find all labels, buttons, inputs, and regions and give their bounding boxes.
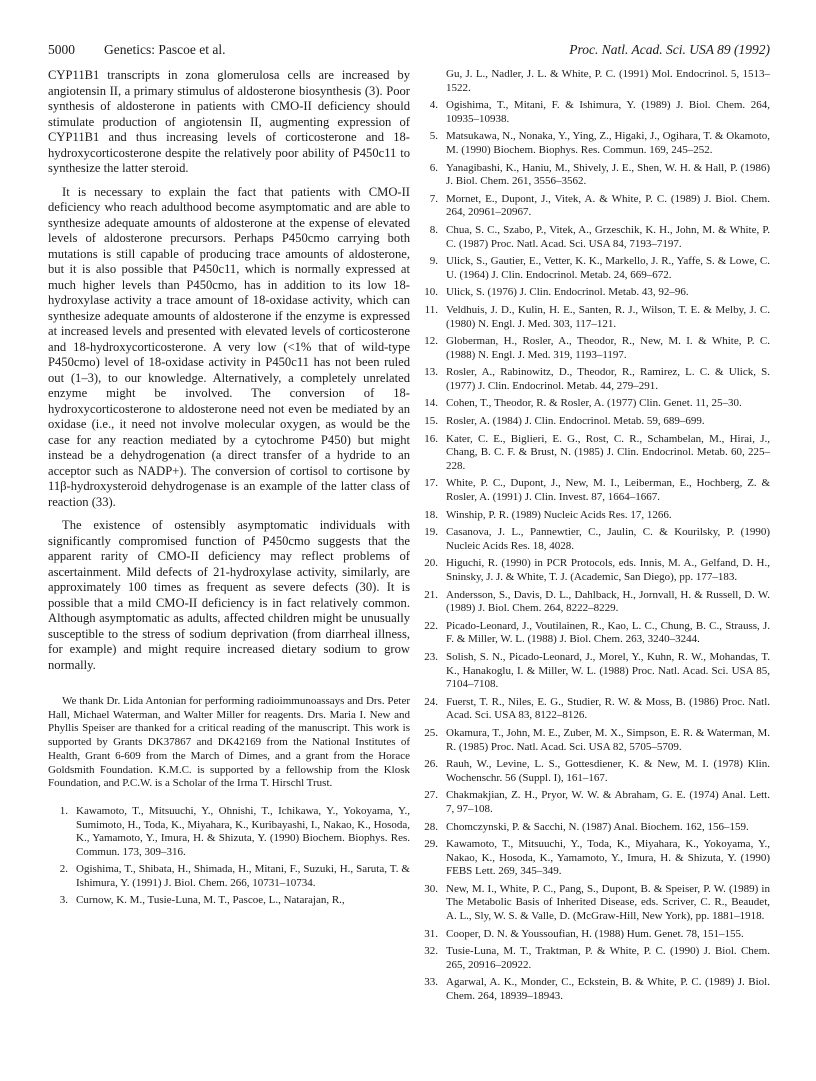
reference-number: 12. [424, 335, 438, 348]
reference-item [418, 477, 770, 504]
reference-number: 28. [424, 820, 438, 833]
reference-number: 16. [424, 432, 438, 445]
reference-item [418, 193, 770, 220]
reference-text: Matsukawa, N., Nonaka, Y., Ying, Z., Higaki, J., Ogihara, T. & Okamoto, M. (1990) Biochem. Biophys. Res. Commun. 169, 245–252. [446, 130, 770, 156]
reference-number: 11. [424, 303, 438, 316]
reference-item [418, 304, 770, 331]
reference-text: Mornet, E., Dupont, J., Vitek, A. & White, P. C. (1989) J. Biol. Chem. 264, 20961–20967. [446, 192, 770, 219]
reference-item [418, 758, 770, 785]
reference-item [418, 928, 770, 942]
reference-text: Ogishima, T., Shibata, H., Shimada, H., Mitani, F., Suzuki, H., Saruta, T. & Ishimura, Y. (1991) J. Biol. Chem. 266, 10731–10734. [76, 863, 410, 889]
reference-text: Cooper, D. N. & Youssoufian, H. (1988) Hum. Genet. 78, 151–155. [446, 927, 744, 940]
right-column [418, 68, 770, 1008]
reference-item [418, 945, 770, 972]
reference-number: 13. [424, 366, 438, 379]
reference-text: White, P. C., Dupont, J., New, M. I., Leiberman, E., Hochberg, Z. & Rosler, A. (1991) J. Clin. Invest. 87, 1664–1667. [446, 477, 770, 504]
reference-text: Rosler, A. (1984) J. Clin. Endocrinol. Metab. 59, 689–699. [446, 415, 705, 428]
reference-text: Ulick, S., Gautier, E., Vetter, K. K., Markello, J. R., Yaffe, S. & Lowe, C. U. (1964) J. Clin. Endocrinol. Metab. 24, 669–672. [446, 255, 770, 281]
reference-list [418, 99, 770, 1003]
reference-text: Veldhuis, J. D., Kulin, H. E., Santen, R. J., Wilson, T. E. & Melby, J. C. (1980) N. Engl. J. Med. 303, 117–121. [446, 303, 770, 330]
reference-continuation: Gu, J. L., Nadler, J. L. & White, P. C. (1991) Mol. Endocrinol. 5, 1513–1522. [446, 68, 770, 94]
reference-item [418, 224, 770, 251]
reference-text: Agarwal, A. K., Monder, C., Eckstein, B. & White, P. C. (1989) J. Biol. Chem. 264, 18939–18943. [446, 976, 770, 1003]
reference-text: Curnow, K. M., Tusie-Luna, M. T., Pascoe, L., Natarajan, R., [76, 894, 345, 907]
reference-text: Rosler, A., Rabinowitz, D., Theodor, R., Ramirez, L. C. & Ulick, S. (1977) J. Clin. Endocrinol. Metab. 44, 279–291. [446, 366, 770, 392]
reference-number: 3. [59, 894, 68, 907]
reference-number: 5. [429, 130, 438, 143]
reference-number: 25. [424, 726, 438, 739]
reference-text: Ulick, S. (1976) J. Clin. Endocrinol. Metab. 43, 92–96. [446, 286, 689, 299]
reference-number: 15. [424, 415, 438, 428]
reference-item [418, 589, 770, 616]
reference-number: 17. [424, 477, 438, 490]
reference-number: 23. [424, 650, 438, 663]
reference-number: 31. [424, 927, 438, 940]
reference-item [48, 894, 410, 908]
body-paragraph: CYP11B1 transcripts in zona glomerulosa cells are increased by angiotensin II, a primary stimulus of aldosterone biosynthesis (3). Poor synthesis of aldosterone in patients with CMO-II deficiency should stimulate production of angiotensin II, augmenting expression of CYP11B1 and thus increasing levels of corticosterone and 18-hydroxycorticosterone despite the relatively poor ability of P450c11 to synthesize the latter steroid. [48, 68, 410, 175]
body-paragraph: The existence of ostensibly asymptomatic individuals with significantly compromised function of P450cmo suggests that the apparent rarity of CMO-II deficiency may reflect problems of ascertainment. Mild defects of 21-hydroxylase activity, similarly, are approximately 100 times as frequent as severe defects (30). It is possible that a mild CMO-II deficiency is in fact relatively common. Although asymptomatic as adults, affected children might be unusually susceptible to the stress of sodium deprivation (from diarrheal illness, for example) and might require increased dietary sodium to grow normally. [48, 518, 410, 672]
reference-text: Tusie-Luna, M. T., Traktman, P. & White, P. C. (1990) J. Biol. Chem. 265, 20916–20922. [446, 945, 770, 971]
reference-number: 18. [424, 508, 438, 521]
reference-text: Chua, S. C., Szabo, P., Vitek, A., Grzeschik, K. H., John, M. & White, P. C. (1987) Proc. Natl. Acad. Sci. USA 84, 7193–7197. [446, 223, 770, 250]
reference-number: 8. [429, 223, 438, 236]
reference-text: Picado-Leonard, J., Voutilainen, R., Kao, L. C., Chung, B. C., Strauss, J. F. & Miller, W. L. (1988) J. Biol. Chem. 263, 3240–3244. [446, 619, 770, 646]
reference-item [418, 789, 770, 816]
reference-item [418, 335, 770, 362]
reference-text: Globerman, H., Rosler, A., Theodor, R., New, M. I. & White, P. C. (1988) N. Engl. J. Med. 319, 1193–1197. [446, 335, 770, 361]
reference-text: Higuchi, R. (1990) in PCR Protocols, eds. Innis, M. A., Gelfand, D. H., Sninsky, J. J. & White, T. J. (Academic, San Diego), pp. 177–183. [446, 557, 770, 583]
reference-item [418, 838, 770, 879]
reference-text: Andersson, S., Davis, D. L., Dahlback, H., Jornvall, H. & Russell, D. W. (1989) J. Biol. Chem. 264, 8222–8229. [446, 588, 770, 615]
reference-number: 30. [424, 882, 438, 895]
reference-list [48, 805, 410, 908]
reference-text: Kater, C. E., Biglieri, E. G., Rost, C. R., Schambelan, M., Hirai, J., Chang, B. C. F. & Brust, N. (1985) J. Clin. Endocrinol. Metab. 60, 225–228. [446, 432, 770, 472]
reference-item [418, 883, 770, 924]
reference-item [418, 99, 770, 126]
reference-item [418, 415, 770, 429]
reference-item [418, 727, 770, 754]
journal-citation: Proc. Natl. Acad. Sci. USA 89 (1992) [569, 42, 770, 57]
reference-item [48, 805, 410, 859]
body-paragraph: It is necessary to explain the fact that patients with CMO-II deficiency who reach adulthood become asymptomatic and are able to synthesize adequate amounts of aldosterone at the expense of elevated levels of aldosterone precursors. Perhaps P450cmo carrying both mutations is still capable of producing trace amounts of aldosterone, but it is also possible that P450c11, which is normally expressed at much higher levels than P450cmo, has in addition to its low 18-hydroxylase activity a trace amount of 18-oxidase activity, which can synthesize adequate amounts of aldosterone if the enzyme is expressed at increased levels and presented with elevated levels of corticosterone and 18-hydroxycorticosterone. A very low (<1% that of wild-type P450cmo) level of 18-oxidase activity in P450c11 has not been ruled out (1–3), to our knowledge. Alternatively, a completely unrelated enzyme might be involved. The conversion of 18-hydroxycorticosterone to aldosterone need not even be mediated by an oxidase (i.e., it need not involve molecular oxygen, as would be the case for any reaction mediated by a cytochrome P450) but might instead be a dehydrogenation (a direct transfer of a hydride to an acceptor such as NADP+). The conversion of cortisol to cortisone by 11β-hydroxysteroid dehydrogenase is an example of the latter class of reaction (33). [48, 184, 410, 509]
reference-item [418, 255, 770, 282]
reference-number: 9. [429, 255, 438, 268]
reference-text: Kawamoto, T., Mitsuuchi, Y., Toda, K., Miyahara, K., Yokoyama, Y., Nakao, K., Hosoda, K., Yamamoto, Y., Imura, H. & Shizuta, Y. (1990) FEBS Lett. 269, 345–349. [446, 838, 770, 878]
reference-number: 21. [424, 588, 438, 601]
acknowledgments: We thank Dr. Lida Antonian for performing radioimmunoassays and Drs. Peter Hall, Michael Waterman, and Walter Miller for reagents. Drs. Maria I. New and Phyllis Speiser are thanked for a critical reading of the manuscript. This work is supported by Grants DK37867 and DK42169 from the National Institutes of Health, Grant 6-609 from the March of Dimes, and a grant from the Horace Goldsmith Foundation. K.M.C. is supported by a fellowship from the Klosk Foundation, and P.C.W. is a Scholar of the Irma T. Hirschl Trust. [48, 695, 410, 790]
reference-item [418, 509, 770, 523]
reference-text: Cohen, T., Theodor, R. & Rosler, A. (1977) Clin. Genet. 11, 25–30. [446, 397, 742, 410]
reference-text: Chakmakjian, Z. H., Pryor, W. W. & Abraham, G. E. (1974) Anal. Lett. 7, 97–108. [446, 789, 770, 815]
reference-item [48, 863, 410, 890]
reference-item [418, 526, 770, 553]
reference-item [418, 651, 770, 692]
reference-number: 22. [424, 619, 438, 632]
reference-item [418, 557, 770, 584]
reference-number: 20. [424, 557, 438, 570]
reference-item [418, 286, 770, 300]
reference-item [418, 162, 770, 189]
reference-text: Okamura, T., John, M. E., Zuber, M. X., Simpson, E. R. & Waterman, M. R. (1985) Proc. Natl. Acad. Sci. USA 82, 5705–5709. [446, 726, 770, 753]
reference-number: 19. [424, 526, 438, 539]
reference-item [418, 366, 770, 393]
reference-text: Fuerst, T. R., Niles, E. G., Studier, R. W. & Moss, B. (1986) Proc. Natl. Acad. Sci. USA 83, 8122–8126. [446, 695, 770, 722]
reference-text: Chomczynski, P. & Sacchi, N. (1987) Anal. Biochem. 162, 156–159. [446, 820, 749, 833]
reference-number: 27. [424, 789, 438, 802]
section-title: Genetics: Pascoe et al. [104, 42, 226, 57]
reference-text: Winship, P. R. (1989) Nucleic Acids Res. 17, 1266. [446, 508, 672, 521]
left-column [48, 68, 410, 912]
reference-number: 14. [424, 397, 438, 410]
reference-item [418, 696, 770, 723]
reference-number: 4. [429, 99, 438, 112]
reference-item [418, 821, 770, 835]
reference-number: 1. [59, 804, 68, 817]
reference-number: 33. [424, 976, 438, 989]
reference-item [418, 433, 770, 474]
reference-text: Casanova, J. L., Pannewtier, C., Jaulin, C. & Kourilsky, P. (1990) Nucleic Acids Res. 18, 4028. [446, 526, 770, 552]
reference-number: 6. [429, 161, 438, 174]
reference-text: Rauh, W., Levine, L. S., Gottesdiener, K. & New, M. I. (1978) Klin. Wochenschr. 56 (Suppl. I), 161–167. [446, 758, 770, 784]
reference-number: 29. [424, 838, 438, 851]
reference-item [418, 130, 770, 157]
reference-item [418, 976, 770, 1003]
reference-text: Kawamoto, T., Mitsuuchi, Y., Ohnishi, T., Ichikawa, Y., Yokoyama, Y., Sumimoto, H., Toda, K., Miyahara, K., Kuribayashi, I., Nakao, K., Hosoda, K., Yamamoto, Y., Imura, H. & Shizuta, Y. (1990) Biochem. Biophys. Res. Commun. 173, 309–316. [76, 804, 410, 858]
reference-text: Yanagibashi, K., Haniu, M., Shively, J. E., Shen, W. H. & Hall, P. (1986) J. Biol. Chem. 261, 3556–3562. [446, 161, 770, 188]
reference-number: 10. [424, 286, 438, 299]
reference-text: Ogishima, T., Mitani, F. & Ishimura, Y. (1989) J. Biol. Chem. 264, 10935–10938. [446, 99, 770, 125]
reference-text: Solish, S. N., Picado-Leonard, J., Morel, Y., Kuhn, R. W., Mohandas, T. K., Hanakoglu, I. & Miller, W. L. (1988) Proc. Natl. Acad. Sci. USA 85, 7104–7108. [446, 650, 770, 691]
reference-text: New, M. I., White, P. C., Pang, S., Dupont, B. & Speiser, P. W. (1989) in The Metabolic Basis of Inherited Disease, eds. Scriver, C. R., Beaudet, A. L., Sly, W. S. & Valle, D. (McGraw-Hill, New York), pp. 1881–1918. [446, 882, 770, 923]
reference-number: 32. [424, 945, 438, 958]
reference-number: 2. [59, 863, 68, 876]
running-header [48, 42, 770, 64]
reference-number: 26. [424, 758, 438, 771]
reference-item [418, 397, 770, 411]
reference-number: 7. [429, 192, 438, 205]
reference-item [418, 620, 770, 647]
reference-number: 24. [424, 695, 438, 708]
page-number: 5000 [48, 42, 75, 57]
